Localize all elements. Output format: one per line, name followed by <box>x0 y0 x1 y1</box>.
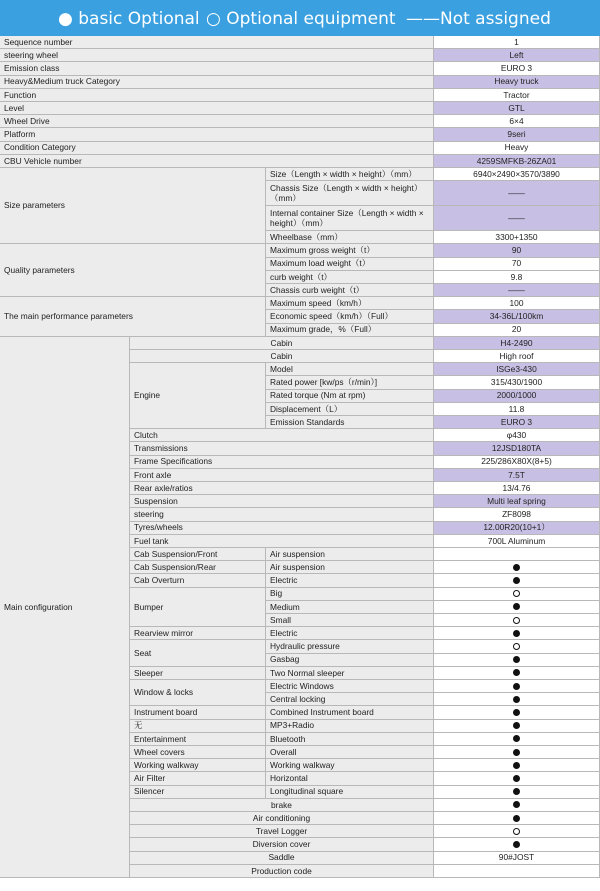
value-cell: 225/286X80X(8+5) <box>434 456 600 469</box>
optional-equipment-icon <box>513 590 520 597</box>
option-label: Window & locks <box>130 680 266 706</box>
engine-sub-label: Displacement（L） <box>266 403 434 416</box>
value-cell <box>434 588 600 601</box>
option-sub-label: Air suspension <box>266 561 434 574</box>
basic-option-icon <box>513 815 520 822</box>
optional-equipment-icon <box>513 828 520 835</box>
option-sub-label: Electric Windows <box>266 680 434 693</box>
value-cell <box>434 693 600 706</box>
spec-sub-label: Maximum speed（km/h） <box>266 297 434 310</box>
value-cell: 3300+1350 <box>434 231 600 244</box>
value-cell <box>434 601 600 614</box>
basic-option-icon <box>513 709 520 716</box>
basic-option-icon <box>513 788 520 795</box>
value-cell <box>434 548 600 561</box>
engine-sub-label: Emission Standards <box>266 416 434 429</box>
value-cell: 6940×2490×3570/3890 <box>434 168 600 181</box>
value-cell: 100 <box>434 297 600 310</box>
option-sub-label: Medium <box>266 601 434 614</box>
spec-sub-label: Wheelbase（mm） <box>266 231 434 244</box>
option-sub-label: Working walkway <box>266 759 434 772</box>
basic-option-icon <box>513 603 520 610</box>
value-cell <box>434 759 600 772</box>
option-label: Air conditioning <box>130 812 434 825</box>
spec-label: Level <box>0 102 434 115</box>
option-sub-label: Central locking <box>266 693 434 706</box>
value-cell: 7.5T <box>434 469 600 482</box>
component-label: Clutch <box>130 429 434 442</box>
spec-table <box>0 36 600 891</box>
spec-sub-label: Internal container Size（Length × width × height）（mm） <box>266 206 434 231</box>
option-label: Production code <box>130 865 434 878</box>
group-label-quality: Quality parameters <box>0 244 266 297</box>
option-label: Diversion cover <box>130 838 434 851</box>
spec-label: Emission class <box>0 62 434 75</box>
option-sub-label: Horizontal <box>266 772 434 785</box>
value-cell: 315/430/1900 <box>434 376 600 389</box>
legend-optional: ○ Optional equipment <box>206 9 396 29</box>
option-label: Saddle <box>130 852 434 865</box>
option-sub-label: Electric <box>266 574 434 587</box>
spec-label: steering wheel <box>0 49 434 62</box>
component-label: Front axle <box>130 469 434 482</box>
option-sub-label: Small <box>266 614 434 627</box>
group-label-performance: The main performance parameters <box>0 297 266 337</box>
option-label: Bumper <box>130 588 266 628</box>
spec-sub-label: Chassis curb weight（t） <box>266 284 434 297</box>
value-cell: 34-36L/100km <box>434 310 600 323</box>
option-label: Working walkway <box>130 759 266 772</box>
option-label: Cab Overturn <box>130 574 266 587</box>
value-cell: Heavy <box>434 142 600 155</box>
value-cell: φ430 <box>434 429 600 442</box>
value-cell: 4259SMFKB-26ZA01 <box>434 155 600 168</box>
spec-sub-label: Chassis Size（Length × width × height）（mm） <box>266 181 434 206</box>
value-cell: Tractor <box>434 89 600 102</box>
value-cell: 20 <box>434 324 600 337</box>
value-cell: 9seri <box>434 128 600 141</box>
value-cell: ZF8098 <box>434 508 600 521</box>
value-cell <box>434 706 600 719</box>
option-sub-label: MP3+Radio <box>266 720 434 733</box>
value-cell: Left <box>434 49 600 62</box>
value-cell: 90#JOST <box>434 852 600 865</box>
spec-label: Sequence number <box>0 36 434 49</box>
value-cell: —— <box>434 181 600 206</box>
value-cell <box>434 627 600 640</box>
option-label: Cab Suspension/Rear <box>130 561 266 574</box>
value-cell: 11.8 <box>434 403 600 416</box>
option-sub-label: Longitudinal square <box>266 786 434 799</box>
spec-label: CBU Vehicle number <box>0 155 434 168</box>
value-cell: EURO 3 <box>434 62 600 75</box>
basic-option-icon <box>513 749 520 756</box>
basic-option-icon <box>513 656 520 663</box>
value-cell <box>434 799 600 812</box>
value-cell: High roof <box>434 350 600 363</box>
engine-sub-label: Model <box>266 363 434 376</box>
basic-option-icon <box>513 696 520 703</box>
value-cell <box>434 786 600 799</box>
spec-label: Wheel Drive <box>0 115 434 128</box>
option-label: Wheel covers <box>130 746 266 759</box>
legend-not-assigned: ——Not assigned <box>406 9 551 29</box>
value-cell <box>434 865 600 878</box>
value-cell <box>434 825 600 838</box>
option-label: Sleeper <box>130 667 266 680</box>
value-cell <box>434 720 600 733</box>
engine-sub-label: Rated power [kw/ps（r/min）] <box>266 376 434 389</box>
component-label: Suspension <box>130 495 434 508</box>
option-label: Air Filter <box>130 772 266 785</box>
component-label: Fuel tank <box>130 535 434 548</box>
option-label: Travel Logger <box>130 825 434 838</box>
spec-label: Function <box>0 89 434 102</box>
value-cell: —— <box>434 284 600 297</box>
spec-sub-label: Economic speed（km/h）（Full） <box>266 310 434 323</box>
basic-option-icon <box>513 669 520 676</box>
value-cell <box>434 614 600 627</box>
value-cell: 13/4.76 <box>434 482 600 495</box>
component-label: Rear axle/ratios <box>130 482 434 495</box>
spec-sub-label: Maximum grade，%（Full） <box>266 324 434 337</box>
value-cell <box>434 574 600 587</box>
value-cell: GTL <box>434 102 600 115</box>
value-cell: 12JSD180TA <box>434 442 600 455</box>
legend-basic: ● basic Optional <box>58 9 200 29</box>
option-sub-label: Electric <box>266 627 434 640</box>
value-cell: EURO 3 <box>434 416 600 429</box>
engine-label: Engine <box>130 363 266 429</box>
value-cell: Heavy truck <box>434 76 600 89</box>
spec-label: Heavy&Medium truck Category <box>0 76 434 89</box>
spec-sub-label: Size（Length × width × height）（mm） <box>266 168 434 181</box>
option-sub-label: Hydraulic pressure <box>266 640 434 653</box>
value-cell <box>434 667 600 680</box>
value-cell: H4-2490 <box>434 337 600 350</box>
spec-sub-label: curb weight（t） <box>266 271 434 284</box>
option-label: 无 <box>130 720 266 733</box>
value-cell: 9.8 <box>434 271 600 284</box>
value-cell <box>434 640 600 653</box>
cabin-label: Cabin <box>130 350 434 363</box>
basic-option-icon <box>513 683 520 690</box>
engine-sub-label: Rated torque (Nm at rpm) <box>266 390 434 403</box>
value-cell: —— <box>434 206 600 231</box>
option-sub-label: Gasbag <box>266 654 434 667</box>
spec-sub-label: Maximum load weight（t） <box>266 258 434 271</box>
legend-bar <box>0 0 600 36</box>
value-cell <box>434 561 600 574</box>
value-cell <box>434 772 600 785</box>
component-label: Tyres/wheels <box>130 522 434 535</box>
value-cell <box>434 812 600 825</box>
basic-option-icon <box>513 735 520 742</box>
value-cell <box>434 654 600 667</box>
basic-option-icon <box>513 775 520 782</box>
value-cell: ISGe3-430 <box>434 363 600 376</box>
option-label: Cab Suspension/Front <box>130 548 266 561</box>
option-sub-label: Bluetooth <box>266 733 434 746</box>
option-sub-label: Combined Instrument board <box>266 706 434 719</box>
option-sub-label: Two Normal sleeper <box>266 667 434 680</box>
option-label: brake <box>130 799 434 812</box>
cabin-label: Cabin <box>130 337 434 350</box>
basic-option-icon <box>513 841 520 848</box>
component-label: steering <box>130 508 434 521</box>
option-label: Instrument board <box>130 706 266 719</box>
option-sub-label: Air suspension <box>266 548 434 561</box>
spec-sub-label: Maximum gross weight（t） <box>266 244 434 257</box>
spec-label: Platform <box>0 128 434 141</box>
value-cell <box>434 746 600 759</box>
option-label: Seat <box>130 640 266 666</box>
option-sub-label: Big <box>266 588 434 601</box>
basic-option-icon <box>513 630 520 637</box>
optional-equipment-icon <box>513 643 520 650</box>
group-label-size: Size parameters <box>0 168 266 244</box>
spec-label: Condition Category <box>0 142 434 155</box>
value-cell <box>434 838 600 851</box>
value-cell: 12.00R20(10+1） <box>434 522 600 535</box>
value-cell: Multi leaf spring <box>434 495 600 508</box>
value-cell: 2000/1000 <box>434 390 600 403</box>
option-label: Rearview mirror <box>130 627 266 640</box>
option-label: Entertainment <box>130 733 266 746</box>
basic-option-icon <box>513 564 520 571</box>
value-cell: 6×4 <box>434 115 600 128</box>
component-label: Frame Specifications <box>130 456 434 469</box>
option-sub-label: Overall <box>266 746 434 759</box>
value-cell: 70 <box>434 258 600 271</box>
value-cell <box>434 733 600 746</box>
basic-option-icon <box>513 722 520 729</box>
value-cell: 90 <box>434 244 600 257</box>
basic-option-icon <box>513 577 520 584</box>
basic-option-icon <box>513 762 520 769</box>
optional-equipment-icon <box>513 617 520 624</box>
basic-option-icon <box>513 801 520 808</box>
group-label-main-config: Main configuration <box>0 337 130 878</box>
component-label: Transmissions <box>130 442 434 455</box>
value-cell <box>434 680 600 693</box>
value-cell: 700L Aluminum <box>434 535 600 548</box>
value-cell: 1 <box>434 36 600 49</box>
option-label: Silencer <box>130 786 266 799</box>
